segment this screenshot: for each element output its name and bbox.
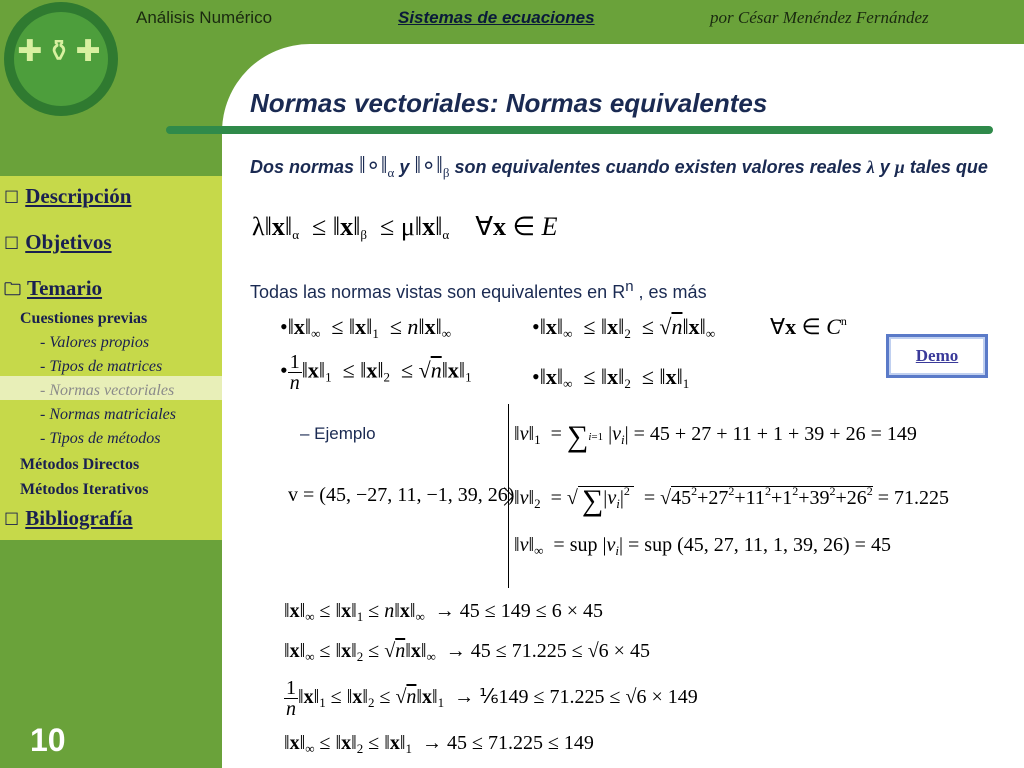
nav-sub-valores-propios[interactable]: - Valores propios	[40, 334, 150, 351]
square-bullet-icon: ☐	[4, 188, 20, 208]
check-inf-2: $‖x‖_\infty$ ≤ $‖x‖_2$ ≤ $√n‖x‖_\infty \to 45 \le 71.225 \le √6 \times 45$	[284, 640, 650, 664]
nav-sub-normas-vectoriales[interactable]: - Normas vectoriales	[40, 382, 175, 399]
equivalence-inequality: $\lambda‖x‖_\alpha$ ≤ $‖x‖_\beta$ ≤ $\mu‖x‖_\alpha$ ∀x ∈ E	[252, 212, 558, 242]
author-credit: por César Menéndez Fernández	[710, 8, 929, 27]
nav-item-temario[interactable]: 🗀 Temario	[4, 276, 103, 300]
relation-inf-2-1: $•‖x‖_\infty$ ≤ $‖x‖_2$ ≤ $‖x‖_1$	[532, 364, 690, 391]
check-inf-1: $‖x‖_\infty$ ≤ $‖x‖_1$ ≤ $n‖x‖_\infty \to 45 \le 149 \le 6 \times 45$	[284, 600, 603, 624]
square-bullet-icon: ☐	[4, 234, 20, 254]
course-title: Análisis Numérico	[136, 8, 273, 27]
topic-link[interactable]: Sistemas de ecuaciones	[398, 8, 595, 27]
example-norm-inf: $‖v‖_\infty$ = sup $|v_i|$ = sup (45, 27, 11, 1, 39, 26) = 45	[514, 534, 891, 558]
nav-metodos-directos[interactable]: Métodos Directos	[20, 456, 140, 473]
nav-sub-tipos-matrices[interactable]: - Tipos de matrices	[40, 358, 163, 375]
folder-icon: 🗀	[4, 280, 21, 300]
relation-1-2: • $\frac{1}{n}$ $‖x‖_1$ ≤ $‖x‖_2$ ≤ $√n‖x‖_1$	[280, 351, 472, 394]
square-bullet-icon: ☐	[4, 510, 20, 530]
university-crest-icon: ✚⚱✚	[4, 2, 118, 116]
page-number: 10	[30, 722, 66, 758]
check-inf-2-1: $‖x‖_\infty$ ≤ $‖x‖_2$ ≤ $‖x‖_1 \to 45 \le 71.225 \le 149$	[284, 732, 594, 756]
example-norm-2: $‖v‖_2$ = √ $\sum|v_i|^2 = √45^2+27^2+11^2+1^2+39^2+26^2 = 71.225$	[514, 484, 950, 517]
check-1-2: $\frac{1}{n}$ $‖x‖_1$ ≤ $‖x‖_2$ ≤ $√n‖x‖_1$ → ⅙149 ≤ 71.225 ≤ √6 × 149	[286, 677, 698, 720]
nav-item-descripcion[interactable]: ☐ Descripción	[4, 184, 132, 208]
example-label: – Ejemplo	[300, 424, 376, 443]
demo-button[interactable]: Demo	[886, 334, 988, 378]
nav-sub-normas-matriciales[interactable]: - Normas matriciales	[40, 406, 176, 423]
for-all-x-in-Cn: ∀x ∈ $C^n$	[770, 314, 847, 339]
relation-inf-1: $•‖x‖_\infty$ ≤ $‖x‖_1$ ≤ $n‖x‖_\infty$	[280, 314, 452, 341]
definition-paragraph: Dos normas $‖\circ‖_\alpha$ y $‖\circ‖_\beta$ son equivalentes cuando existen valores reales λ y μ tales que	[250, 153, 988, 180]
relation-inf-2: $•‖x‖_\infty$ ≤ $‖x‖_2$ ≤ $√n‖x‖_\infty$	[532, 314, 716, 341]
all-norms-statement: Todas las normas vistas son equivalentes en $R^n$ , es más	[250, 278, 707, 302]
nav-item-bibliografia[interactable]: ☐ Bibliografía	[4, 506, 133, 530]
nav-sub-tipos-metodos[interactable]: - Tipos de métodos	[40, 430, 161, 447]
example-norm-1: $‖v‖_1 = \sum i=1$ $|v_i| = 45 + 27 + 11 + 1 + 39 + 26 = 149$	[514, 420, 917, 453]
title-underline	[166, 126, 993, 134]
nav-metodos-iterativos[interactable]: Métodos Iterativos	[20, 481, 149, 498]
slide-title: Normas vectoriales: Normas equivalentes	[250, 88, 768, 118]
nav-cuestiones-previas[interactable]: Cuestiones previas	[20, 310, 148, 327]
example-vector: v = (45, −27, 11, −1, 39, 26)	[288, 484, 515, 506]
nav-item-objetivos[interactable]: ☐ Objetivos	[4, 230, 112, 254]
